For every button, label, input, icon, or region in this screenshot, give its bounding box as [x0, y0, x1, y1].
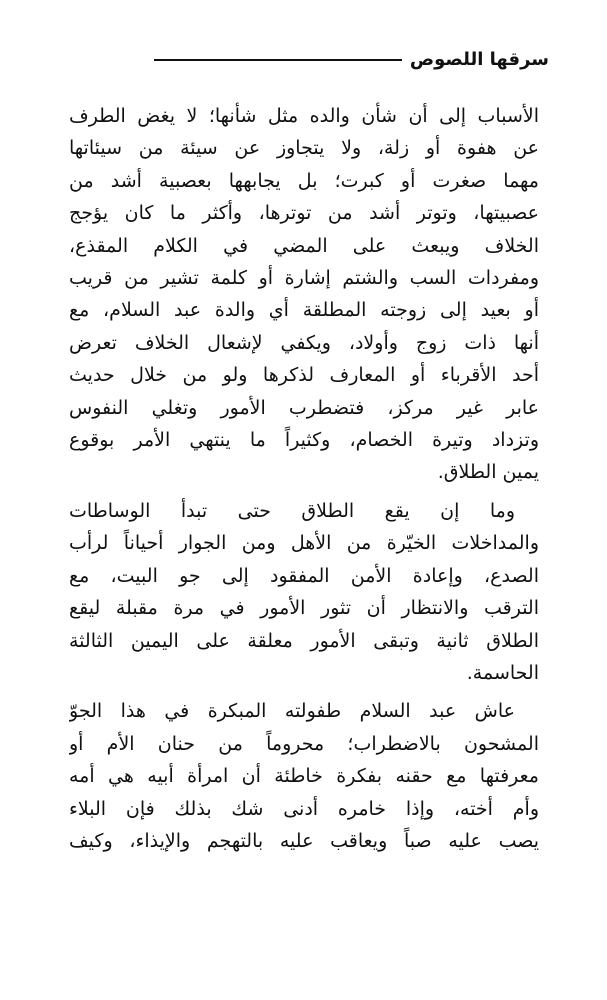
paragraph-2	[69, 495, 539, 689]
text-line: الترقب والانتظار أن تثور الأمور في مرة مقبلة ليقع	[69, 597, 539, 620]
text-line: معرفتها مع حقنه بفكرة خاطئة أن امرأة أبيه هي أمه	[69, 765, 539, 788]
text-line: أحد الأقرباء أو المعارف لذكرها ولو من خلال حديث	[69, 364, 539, 387]
body-text	[69, 100, 539, 857]
text-line: أو بعيد إلى زوجته المطلقة أي والدة عبد السلام، مع	[69, 299, 539, 322]
text-line: الطلاق ثانية وتبقى الأمور معلقة على اليمين الثالثة	[69, 629, 539, 652]
text-line: عاش عبد السلام طفولته المبكرة في هذا الجوّ	[69, 700, 515, 723]
text-line: أنها ذات زوج وأولاد، ويكفي لإشعال الخلاف تعرض	[69, 331, 539, 354]
text-line: الحاسمة.	[466, 661, 539, 684]
text-line: وتزداد وتيرة الخصام، وكثيراً ما ينتهي الأمر بوقوع	[69, 429, 539, 452]
text-line: المشحون بالاضطراب؛ محروماً من حنان الأم أو	[69, 732, 539, 755]
text-line: يمين الطلاق.	[437, 461, 539, 484]
running-header	[49, 44, 549, 76]
header-rule	[154, 59, 402, 61]
text-line: الخلاف ويبعث على المضي في الكلام المقذع،	[69, 234, 539, 257]
text-line: يصب عليه صباً ويعاقب عليه بالتهجم والإيذاء، وكيف	[69, 829, 539, 852]
text-line: الصدع، وإعادة الأمن المفقود إلى جو البيت، مع	[69, 564, 539, 587]
text-line: عصبيتها، وتوتر أشد من توترها، وأكثر ما كان يؤجج	[69, 202, 539, 225]
text-line: وما إن يقع الطلاق حتى تبدأ الوساطات	[69, 499, 515, 522]
text-line: عابر غير مركز، فتضطرب الأمور وتغلي النفوس	[69, 396, 539, 419]
text-line: والمداخلات الخيّرة من الأهل ومن الجوار أحياناً لرأب	[69, 532, 539, 555]
paragraph-3	[69, 695, 539, 857]
header-title: سرقها اللصوص	[409, 49, 549, 70]
text-line: ومفردات السب والشتم إشارة أو كلمة تشير من قريب	[69, 267, 539, 290]
paragraph-1	[69, 100, 539, 489]
text-line: عن هفوة أو زلة، ولا يتجاوز عن سيئة من سيئاتها	[69, 137, 539, 160]
text-line: وأم أخته، وإذا خامره أدنى شك بذلك فإن البلاء	[69, 797, 539, 820]
text-line: الأسباب إلى أن شأن والده مثل شأنها؛ لا يغض الطرف	[69, 105, 539, 127]
text-line: مهما صغرت أو كبرت؛ بل يجابهها بعصبية أشد من	[69, 169, 539, 192]
